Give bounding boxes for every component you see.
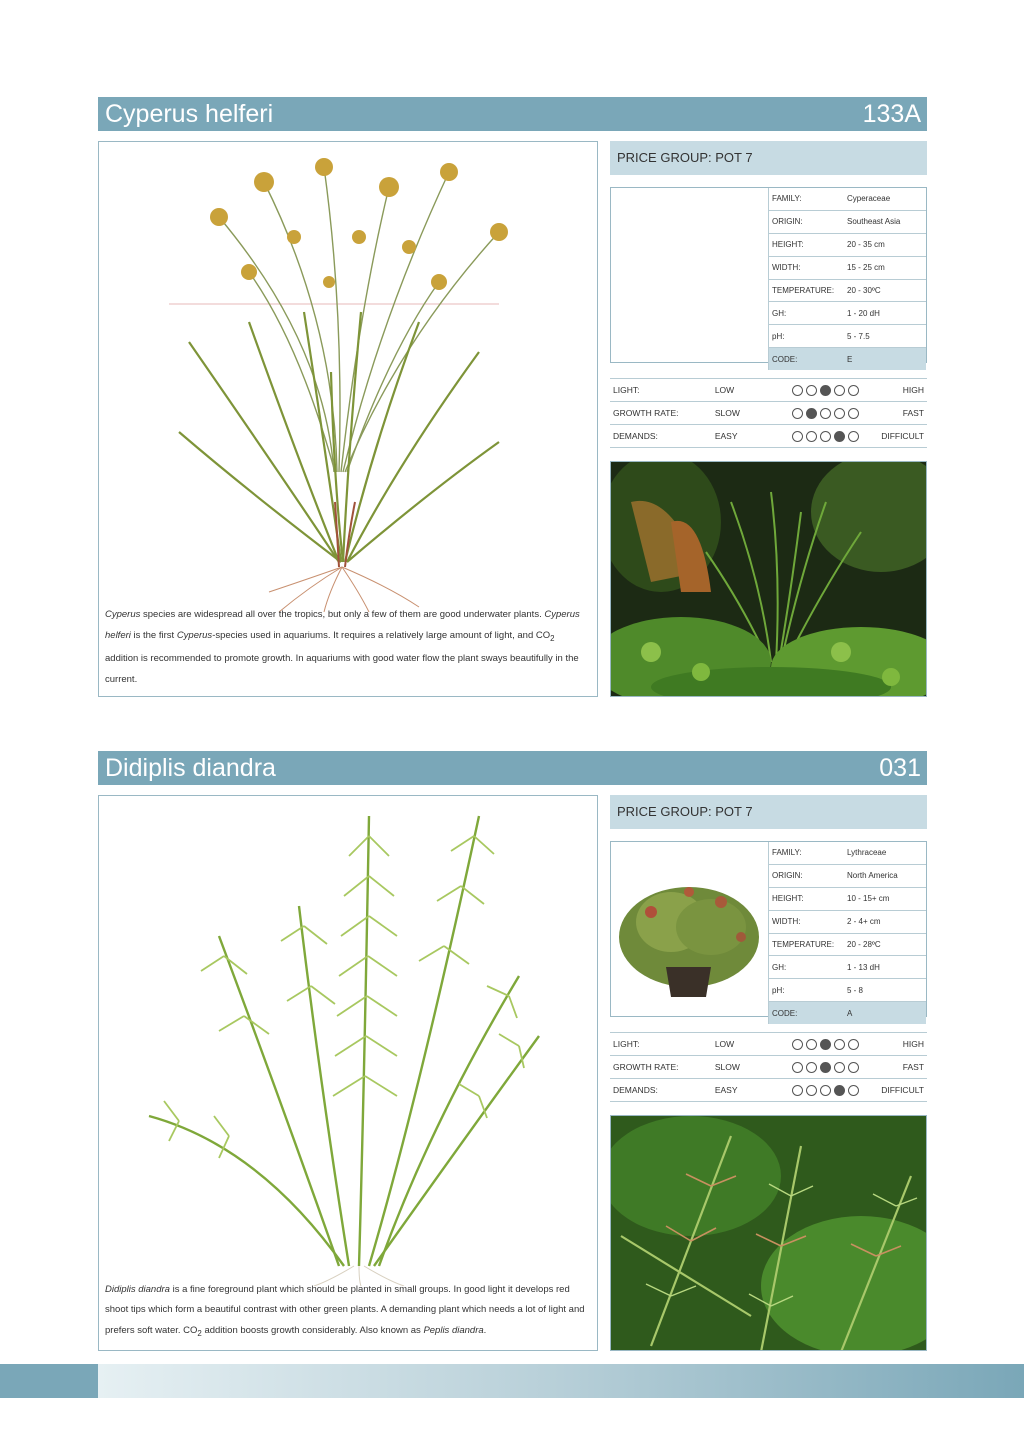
rating-dot-empty [806,385,817,396]
rating-dot-filled [806,408,817,419]
plant-name: Cyperus helferi [105,100,274,128]
rating-dot-filled [820,1062,831,1073]
rating-dot-empty [848,408,859,419]
info-value: 5 - 8 [844,979,926,1002]
rating-label: LIGHT: [610,379,712,402]
info-label: WIDTH: [769,910,845,933]
rating-label: DEMANDS: [610,425,712,448]
price-group-label: PRICE GROUP: POT 7 [617,150,753,165]
info-value: 20 - 35 cm [844,233,926,256]
rating-dot-empty [806,431,817,442]
rating-low-label: LOW [712,379,779,402]
info-label: WIDTH: [769,256,845,279]
rating-dots [779,1033,872,1056]
info-label: HEIGHT: [769,233,845,256]
info-value: 1 - 20 dH [844,302,926,325]
info-row [769,325,927,348]
info-label: CODE: [769,1002,845,1024]
info-row [769,842,927,864]
info-row [769,188,927,210]
aquarium-photo [610,461,927,697]
plant-info-table [768,842,926,1024]
rating-high-label: HIGH [872,1033,927,1056]
rating-dots [779,1056,872,1079]
rating-high-label: HIGH [872,379,927,402]
ratings-table [610,1032,927,1102]
info-value: E [844,348,926,370]
rating-dot-empty [806,1039,817,1050]
info-value: Cyperaceae [844,188,926,210]
rating-row [610,402,927,425]
rating-dot-filled [834,1085,845,1096]
info-label: HEIGHT: [769,887,845,910]
rating-dot-filled [820,385,831,396]
rating-dot-empty [834,408,845,419]
rating-dot-empty [834,1062,845,1073]
info-label: ORIGIN: [769,210,845,233]
cyperus-illustration [99,142,598,612]
desc-subscript: 2 [197,1328,202,1338]
info-row [769,302,927,325]
rating-dot-empty [848,385,859,396]
rating-row [610,1056,927,1079]
desc-text: is a fine foreground plant which should be planted in small groups. In good light it develops red shoot tips which form a beautiful contrast with other green plants. A demanding plant which needs a lot of light and prefers soft water. CO [105,1283,585,1336]
rating-low-label: EASY [712,425,779,448]
info-value: 5 - 7.5 [844,325,926,348]
rating-high-label: DIFFICULT [872,1079,927,1102]
desc-text: is the first [130,629,177,641]
info-label: TEMPERATURE: [769,279,845,302]
potted-plant-image [611,842,768,1016]
desc-italic: Didiplis diandra [105,1283,170,1295]
desc-text: addition boosts growth considerably. Also known as [201,1324,424,1336]
plant-description [105,605,585,690]
plant-info-table [768,188,926,370]
info-label: pH: [769,325,845,348]
aquarium-photo-image [611,462,927,697]
desc-text: addition is recommended to promote growth. In aquariums with good water flow the plant sways beautifully in the current. [105,653,579,685]
info-value: 2 - 4+ cm [844,910,926,933]
rating-dot-filled [820,1039,831,1050]
desc-italic: Peplis diandra [423,1324,484,1336]
info-value: 1 - 13 dH [844,956,926,979]
rating-row [610,379,927,402]
plant-illustration-panel [98,141,598,697]
info-label: FAMILY: [769,188,845,210]
price-group-bar [610,795,927,829]
rating-low-label: SLOW [712,402,779,425]
info-label: GH: [769,956,845,979]
plant-thumbnail-empty [611,188,768,362]
ratings-table [610,378,927,448]
rating-dot-empty [848,1039,859,1050]
desc-italic: Cyperus [105,609,141,621]
plant-illustration-panel [98,795,598,1351]
footer-band [0,1364,1024,1398]
rating-low-label: EASY [712,1079,779,1102]
rating-dots [779,425,872,448]
rating-dot-empty [834,1039,845,1050]
rating-label: GROWTH RATE: [610,1056,712,1079]
price-group-label: PRICE GROUP: POT 7 [617,804,753,819]
info-label: ORIGIN: [769,864,845,887]
price-group-bar [610,141,927,175]
info-row [769,348,927,370]
entry-title-bar [98,751,927,785]
info-label: GH: [769,302,845,325]
info-label: FAMILY: [769,842,845,864]
info-value: North America [844,864,926,887]
aquarium-photo-image [611,1116,927,1351]
rating-dot-empty [792,431,803,442]
rating-dot-empty [820,1085,831,1096]
rating-dots [779,402,872,425]
rating-row [610,1033,927,1056]
plant-code: 133A [862,100,921,128]
info-label: pH: [769,979,845,1002]
info-row [769,887,927,910]
plant-info-box [610,187,927,363]
rating-dot-empty [806,1085,817,1096]
desc-subscript: 2 [550,633,555,643]
entry-title-bar [98,97,927,131]
plant-name: Didiplis diandra [105,754,276,782]
info-value: 10 - 15+ cm [844,887,926,910]
info-value: 20 - 30ºC [844,279,926,302]
rating-high-label: DIFFICULT [872,425,927,448]
rating-dot-empty [834,385,845,396]
rating-high-label: FAST [872,402,927,425]
info-row [769,933,927,956]
rating-label: GROWTH RATE: [610,402,712,425]
desc-text: . [483,1324,487,1336]
rating-row [610,425,927,448]
rating-dot-empty [820,431,831,442]
info-label: TEMPERATURE: [769,933,845,956]
rating-dot-empty [792,1085,803,1096]
desc-text: species are widespread all over the tropics, but only a few of them are good underwater plants. [140,609,545,621]
info-row [769,233,927,256]
rating-dot-empty [820,408,831,419]
rating-dot-empty [848,1062,859,1073]
rating-dot-empty [848,431,859,442]
info-row [769,910,927,933]
desc-italic: Cyperus [176,629,213,641]
rating-dot-empty [848,1085,859,1096]
rating-dot-empty [792,1062,803,1073]
rating-low-label: SLOW [712,1056,779,1079]
rating-label: DEMANDS: [610,1079,712,1102]
info-row [769,256,927,279]
rating-low-label: LOW [712,1033,779,1056]
plant-code: 031 [879,754,921,782]
desc-text: -species used in aquariums. It requires a relatively large amount of light, and CO [212,629,551,641]
rating-row [610,1079,927,1102]
aquarium-photo [610,1115,927,1351]
rating-dots [779,379,872,402]
plant-info-box [610,841,927,1017]
plant-description [105,1280,585,1344]
rating-high-label: FAST [872,1056,927,1079]
plant-thumbnail [611,842,768,1016]
info-row [769,979,927,1002]
rating-dot-filled [834,431,845,442]
rating-dot-empty [792,1039,803,1050]
rating-dot-empty [806,1062,817,1073]
info-row [769,956,927,979]
rating-dots [779,1079,872,1102]
rating-dot-empty [792,385,803,396]
footer-gradient [0,1364,1024,1398]
info-row [769,210,927,233]
info-row [769,279,927,302]
info-value: 15 - 25 cm [844,256,926,279]
rating-label: LIGHT: [610,1033,712,1056]
info-value: A [844,1002,926,1024]
didiplis-illustration [99,796,598,1286]
info-value: Lythraceae [844,842,926,864]
info-value: Southeast Asia [844,210,926,233]
info-row [769,864,927,887]
info-value: 20 - 28ºC [844,933,926,956]
desc-italic: Cyperus helferi [105,609,580,641]
info-label: CODE: [769,348,845,370]
info-row [769,1002,927,1024]
rating-dot-empty [792,408,803,419]
